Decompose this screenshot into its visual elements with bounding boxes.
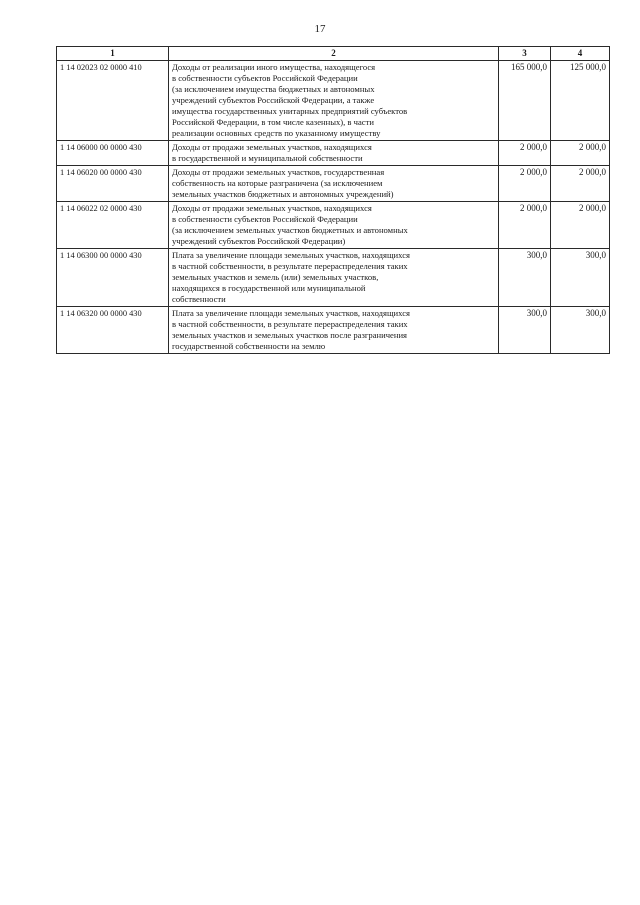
row-value-col4: 2 000,0 xyxy=(551,202,610,249)
row-value-col4: 2 000,0 xyxy=(551,166,610,202)
row-code: 1 14 02023 02 0000 410 xyxy=(57,61,169,141)
column-header-1: 1 xyxy=(57,47,169,61)
table-header-row xyxy=(57,47,610,61)
row-name: Плата за увеличение площади земельных участков, находящихся в частной собственности, в результате перераспределения таких земельных участков и земель (или) земельных участков, находящихся в государственной или муниципальной собственности xyxy=(169,249,499,307)
row-value-col4: 300,0 xyxy=(551,249,610,307)
row-value-col3: 2 000,0 xyxy=(499,166,551,202)
row-name: Доходы от реализации иного имущества, находящегося в собственности субъектов Российской Федерации (за исключением имущества бюджетных и автономных учреждений субъектов Российской Федерации, а также имущества государственных унитарных предприятий субъектов Российской Федерации, в том числе казенных), в части реализации основных средств по указанному имуществу xyxy=(169,61,499,141)
row-value-col3: 2 000,0 xyxy=(499,141,551,166)
budget-table xyxy=(56,46,610,354)
column-header-4: 4 xyxy=(551,47,610,61)
table-row xyxy=(57,166,610,202)
row-code: 1 14 06320 00 0000 430 xyxy=(57,307,169,354)
row-value-col3: 300,0 xyxy=(499,307,551,354)
row-value-col4: 2 000,0 xyxy=(551,141,610,166)
row-name: Плата за увеличение площади земельных участков, находящихся в частной собственности, в результате перераспределения таких земельных участков и земельных участков после разграничения государственной собственности на землю xyxy=(169,307,499,354)
table-body xyxy=(57,61,610,354)
table-row xyxy=(57,202,610,249)
row-name: Доходы от продажи земельных участков, находящихся в собственности субъектов Российской Федерации (за исключением земельных участков бюджетных и автономных учреждений субъектов Российской Федерации) xyxy=(169,202,499,249)
table-row xyxy=(57,141,610,166)
row-code: 1 14 06300 00 0000 430 xyxy=(57,249,169,307)
table-row xyxy=(57,249,610,307)
table-row xyxy=(57,307,610,354)
column-header-3: 3 xyxy=(499,47,551,61)
row-name: Доходы от продажи земельных участков, находящихся в государственной и муниципальной собственности xyxy=(169,141,499,166)
row-code: 1 14 06022 02 0000 430 xyxy=(57,202,169,249)
row-value-col3: 165 000,0 xyxy=(499,61,551,141)
row-value-col4: 300,0 xyxy=(551,307,610,354)
row-code: 1 14 06020 00 0000 430 xyxy=(57,166,169,202)
row-value-col3: 300,0 xyxy=(499,249,551,307)
row-name: Доходы от продажи земельных участков, государственная собственность на которые разграничена (за исключением земельных участков бюджетных и автономных учреждений) xyxy=(169,166,499,202)
column-header-2: 2 xyxy=(169,47,499,61)
row-code: 1 14 06000 00 0000 430 xyxy=(57,141,169,166)
row-value-col4: 125 000,0 xyxy=(551,61,610,141)
table-row xyxy=(57,61,610,141)
row-value-col3: 2 000,0 xyxy=(499,202,551,249)
page-number: 17 xyxy=(314,23,326,35)
